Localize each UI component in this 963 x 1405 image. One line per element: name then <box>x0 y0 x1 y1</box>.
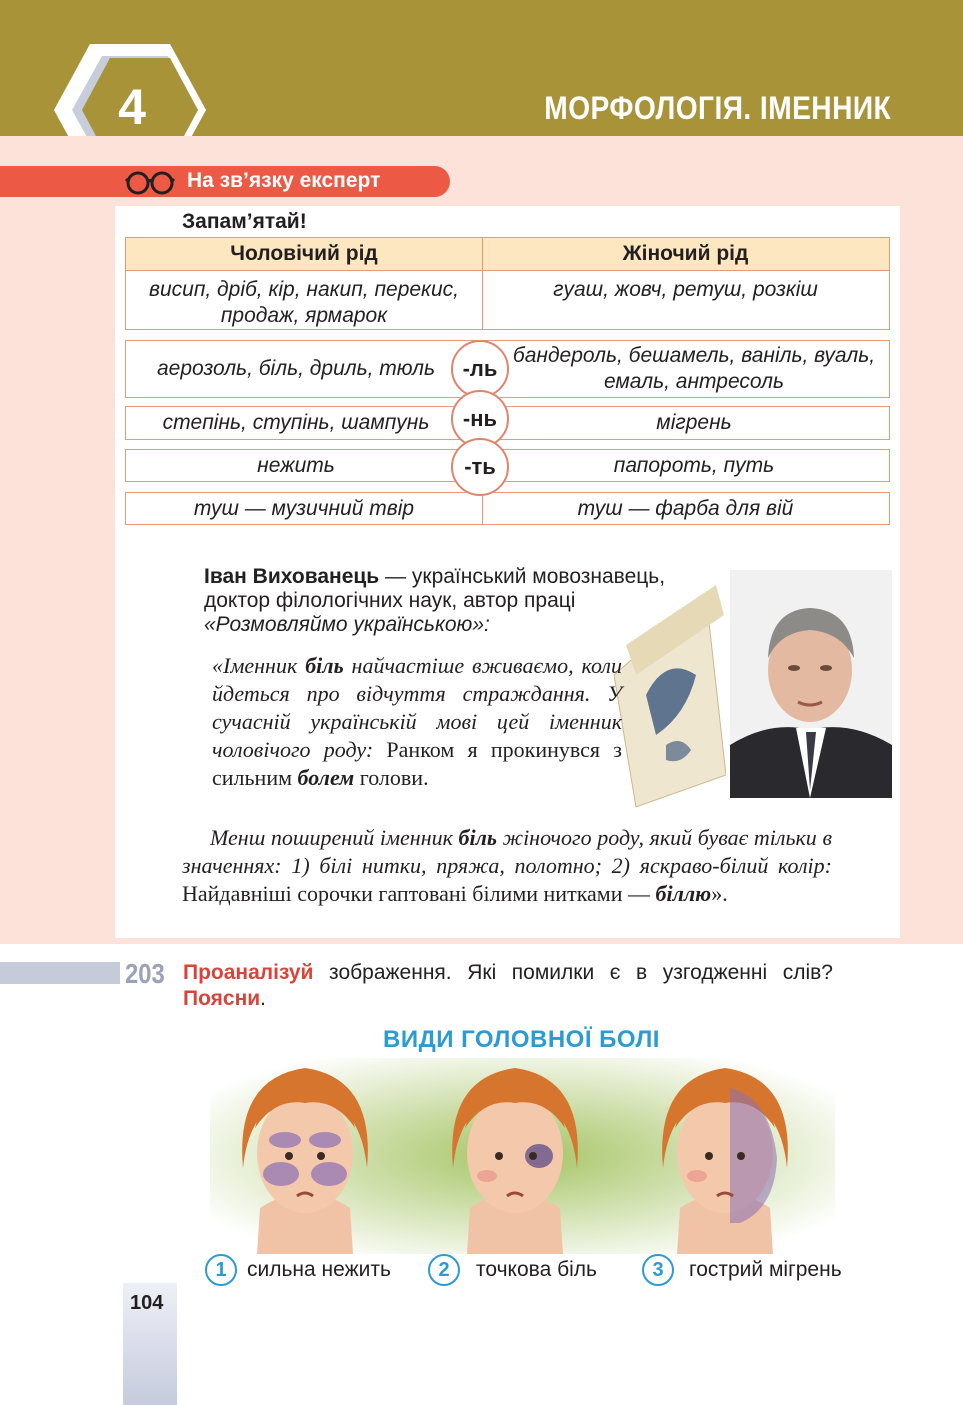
caption-number: 2 <box>428 1254 460 1286</box>
header-feminine: Жіночий рід <box>482 238 888 270</box>
quote-part <box>212 652 622 792</box>
feminine-cell: бандероль, бешамель, ваніль, вуаль, емаль, антресоль <box>512 344 876 393</box>
work-title: «Розмовляймо українською»: <box>204 613 490 636</box>
glasses-icon <box>124 169 176 195</box>
author-bio <box>204 565 674 637</box>
quote-text: «Іменник <box>212 653 306 678</box>
masculine-cell: степінь, ступінь, шампунь <box>162 411 430 434</box>
task-verb: Поясни <box>183 987 261 1010</box>
table-row <box>125 270 890 330</box>
gender-table-header <box>125 237 890 271</box>
quote-keyword: біль <box>305 653 344 678</box>
task-end: . <box>260 987 267 1010</box>
quote-keyword: біллю <box>655 881 712 906</box>
quote-text: найчастіше вживаємо, коли йдеться про відчуття страждання. У сучасній українській мові цей іменник чоловічого роду: <box>212 653 623 762</box>
author-portrait <box>730 570 892 798</box>
headache-illustration <box>210 1058 835 1254</box>
task-verb: Проаналізуй <box>183 961 314 984</box>
task-marker <box>0 962 120 984</box>
figure-title: ВИДИ ГОЛОВНОЇ БОЛІ <box>383 1026 660 1053</box>
face-3 <box>662 1068 788 1254</box>
quote-keyword: болем <box>297 765 355 790</box>
caption-number: 1 <box>205 1254 237 1286</box>
suffix-badge: -ль <box>451 340 509 398</box>
header-masculine: Чоловічий рід <box>230 242 378 265</box>
task-text <box>183 960 833 1012</box>
quote-text: жіночого роду, який буває тільки в значеннях: 1) білі нитки, пряжа, полотно; 2) яскраво-білий колір: <box>182 825 832 878</box>
task-number: 203 <box>125 958 165 989</box>
book-image <box>606 575 726 810</box>
quote-example: ». <box>711 881 728 906</box>
masculine-cell: туш — музичний твір <box>193 496 415 520</box>
caption-number: 3 <box>642 1254 674 1286</box>
quote-text: Менш поширений іменник <box>210 825 459 850</box>
caption-text: сильна нежить <box>247 1258 391 1281</box>
table-row <box>125 492 890 525</box>
face-1 <box>242 1068 368 1254</box>
feminine-cell: папороть, путь <box>613 453 775 477</box>
masculine-cell: нежить <box>257 453 335 477</box>
feminine-cell: мігрень <box>656 411 732 434</box>
expert-label: На зв’язку експерт <box>187 169 381 192</box>
quote-example: голови. <box>354 765 429 790</box>
masculine-cell: висип, дріб, кір, накип, перекис, продаж, ярмарок <box>149 278 459 327</box>
author-name: Іван Вихованець <box>204 565 380 588</box>
suffix-badge: -нь <box>451 390 509 448</box>
quote-part <box>182 824 832 908</box>
caption-text: гострий мігрень <box>689 1258 842 1281</box>
task-body: зображення. Які помилки є в узгодженні слів? <box>313 961 833 984</box>
masculine-cell: аерозоль, біль, дриль, тюль <box>156 357 436 380</box>
quote-example: Найдавніші сорочки гаптовані білими нитками — <box>182 881 656 906</box>
suffix-badge: -ть <box>451 438 509 496</box>
chapter-number: 4 <box>118 79 146 135</box>
chapter-title: МОРФОЛОГІЯ. ІМЕННИК <box>544 90 891 126</box>
page-number: 104 <box>130 1292 164 1314</box>
feminine-cell: гуаш, жовч, ретуш, розкіш <box>482 271 888 329</box>
feminine-cell: туш — фарба для вій <box>482 493 888 524</box>
bio-text: — український мовознавець, доктор філологічних наук, автор праці <box>204 565 666 612</box>
face-2 <box>452 1068 578 1254</box>
remember-label: Запам’ятай! <box>182 210 307 233</box>
quote-example: Ранком я прокинувся з сильним <box>212 737 622 790</box>
caption-text: точкова біль <box>476 1258 597 1281</box>
quote-keyword: біль <box>458 825 497 850</box>
